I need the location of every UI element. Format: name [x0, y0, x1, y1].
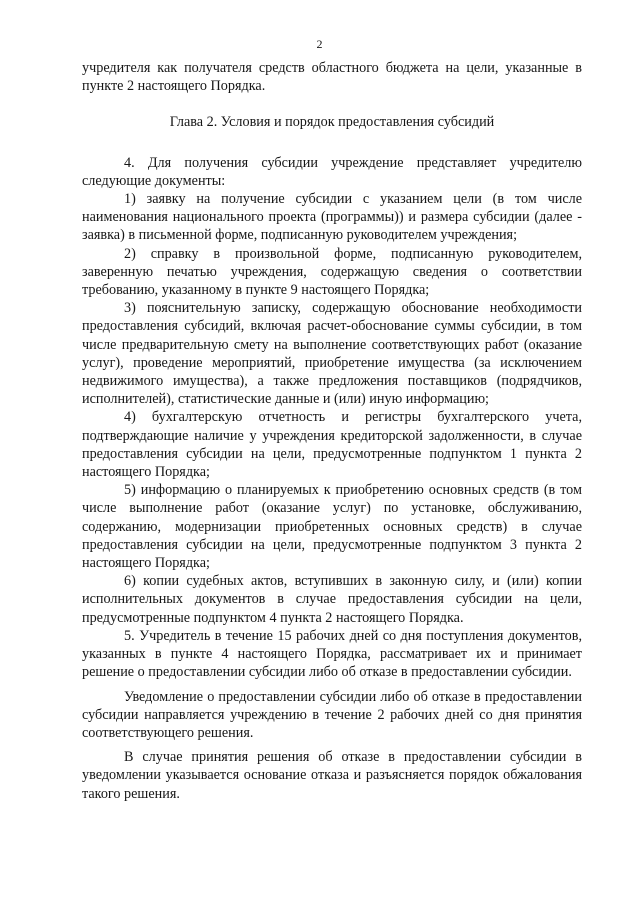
subitem-1: 1) заявку на получение субсидии с указанием цели (в том числе наименования национального проекта (программы)) и размера субсидии (далее - заявка) в письменной форме, подписанную руководителем учреждения;: [82, 191, 582, 244]
paragraph-continuation: учредителя как получателя средств областного бюджета на цели, указанные в пункте 2 настоящего Порядка.: [82, 60, 582, 95]
subitem-2: 2) справку в произвольной форме, подписанную руководителем, заверенную печатью учреждения, содержащую сведения о соответствии требованию, указанному в пункте 9 настоящего Порядка;: [82, 245, 582, 299]
paragraph-refusal: В случае принятия решения об отказе в предоставлении субсидии в уведомлении указывается основание отказа и разъясняется порядок обжалования такого решения.: [82, 749, 582, 802]
subitem-4: 4) бухгалтерскую отчетность и регистры бухгалтерского учета, подтверждающие наличие у учреждения кредиторской задолженности, в случае предоставления субсидии на цели, предусмотренные подпунктом 1 пункта 2 настоящего Порядка;: [82, 409, 582, 481]
paragraph-item-4: 4. Для получения субсидии учреждение представляет учредителю следующие документы:: [82, 154, 582, 189]
chapter-heading: Глава 2. Условия и порядок предоставления субсидий: [169, 114, 495, 131]
document-body: [82, 59, 582, 803]
subitem-3: 3) пояснительную записку, содержащую обоснование необходимости предоставления субсидий, включая расчет-обоснование суммы субсидии, в том числе предварительную смету на выполнение соответствующих работ (оказание услуг), проведение мероприятий, приобретение имущества (за исключением недвижимого имущества), а также предложения поставщиков (подрядчиков, исполнителей), статистические данные и (или) иную информацию;: [82, 300, 582, 408]
subitem-6: 6) копии судебных актов, вступивших в законную силу, и (или) копии исполнительных документов в случае предоставления субсидии на цели, предусмотренные подпунктом 4 пункта 2 настоящего Порядка.: [82, 573, 582, 626]
subitem-5: 5) информацию о планируемых к приобретению основных средств (в том числе выполнение работ (оказание услуг) по установке, обслуживанию, содержанию, модернизации приобретенных основных средств) в случае предоставления субсидии на цели, предусмотренные подпунктом 3 пункта 2 настоящего Порядка;: [82, 482, 582, 572]
paragraph-notification: Уведомление о предоставлении субсидии либо об отказе в предоставлении субсидии направляется учреждению в течение 2 рабочих дней со дня принятия соответствующего решения.: [82, 688, 582, 741]
paragraph-item-5: 5. Учредитель в течение 15 рабочих дней со дня поступления документов, указанных в пункте 4 настоящего Порядка, рассматривает их и принимает решение о предоставлении субсидии либо об отказе в предоставлении субсидии.: [82, 627, 582, 681]
page-number: 2: [316, 37, 323, 51]
